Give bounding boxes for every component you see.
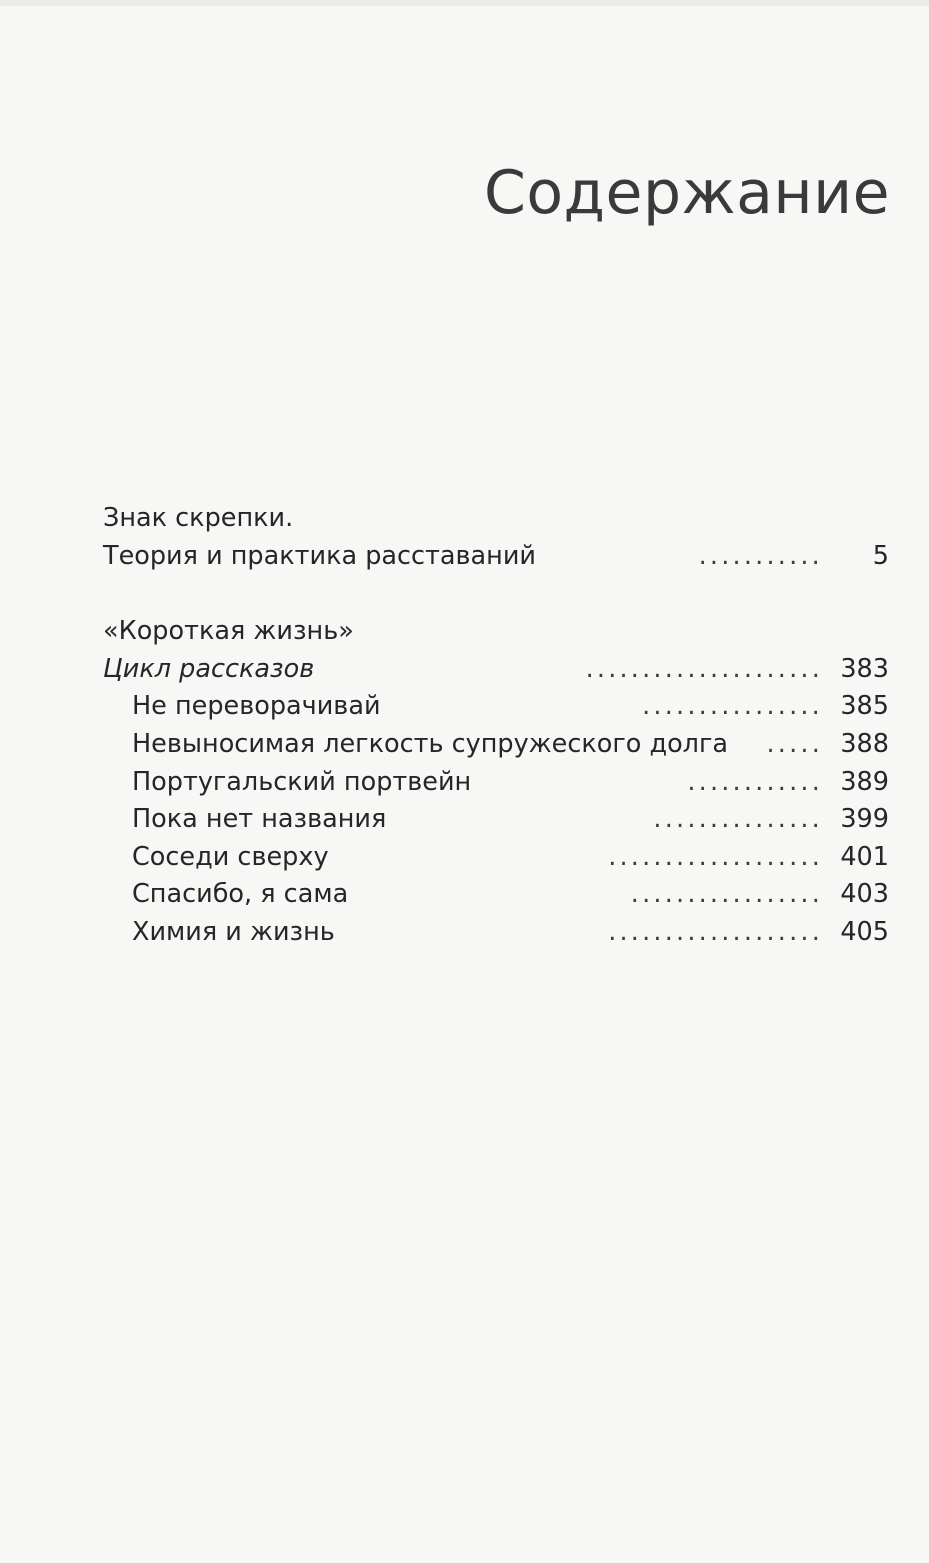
toc-entry-znak-skrepki-title: [103, 500, 889, 538]
toc-page-number: 401: [840, 841, 889, 872]
toc-dot-leader: .....................: [585, 653, 823, 684]
toc-entry-label: Теория и практика расставаний: [103, 540, 537, 571]
toc-entry-portugalskiy: [103, 764, 889, 802]
toc-entry-poka-net-nazvaniya: [103, 801, 889, 839]
toc-dot-leader: .................: [630, 879, 823, 910]
toc-page-number: 385: [840, 691, 889, 722]
toc-entry-label: Пока нет названия: [132, 804, 387, 835]
toc-entry-sosedi-sverkhu: [103, 839, 889, 877]
toc-page-number: 388: [840, 728, 889, 759]
toc-entry-spasibo-ya-sama: [103, 876, 889, 914]
toc-dot-leader: ...................: [608, 916, 823, 947]
toc-entry-label: Португальский портвейн: [132, 766, 472, 797]
toc-page-number: 405: [840, 916, 889, 947]
toc-entry-label: Цикл рассказов: [103, 653, 315, 684]
toc-dot-leader: ...........: [698, 540, 823, 571]
toc-entry-nevynosimaya: [103, 726, 889, 764]
toc-entry-label: «Короткая жизнь»: [103, 616, 354, 647]
toc-entry-label: Соседи сверху: [132, 841, 329, 872]
toc-dot-leader: .....: [766, 728, 823, 759]
toc-entry-ne-perevorachivay: [103, 688, 889, 726]
page-title: Содержание: [483, 158, 890, 228]
toc-entry-teoriya: [103, 538, 889, 576]
table-of-contents: [103, 500, 889, 952]
toc-dot-leader: ................: [642, 691, 823, 722]
toc-entry-label: Не переворачивай: [132, 691, 381, 722]
toc-page-number: 383: [840, 653, 889, 684]
toc-dot-leader: ...................: [608, 841, 823, 872]
toc-page-number: 403: [840, 879, 889, 910]
toc-page-number: 399: [840, 804, 889, 835]
page-top-edge: [0, 0, 929, 6]
toc-dot-leader: ...............: [653, 804, 823, 835]
toc-entry-label: Химия и жизнь: [132, 916, 335, 947]
toc-entry-label: Спасибо, я сама: [132, 879, 349, 910]
toc-entry-khimiya-i-zhizn: [103, 914, 889, 952]
toc-entry-label: Невыносимая легкость супружеского долга: [132, 728, 729, 759]
toc-entry-korotkaya-zhizn: [103, 613, 889, 651]
toc-dot-leader: ............: [687, 766, 823, 797]
toc-entry-label: Знак скрепки.: [103, 503, 294, 533]
toc-entry-tsikl-rasskazov: [103, 651, 889, 689]
toc-page-number: 5: [872, 540, 889, 571]
toc-page-number: 389: [840, 766, 889, 797]
